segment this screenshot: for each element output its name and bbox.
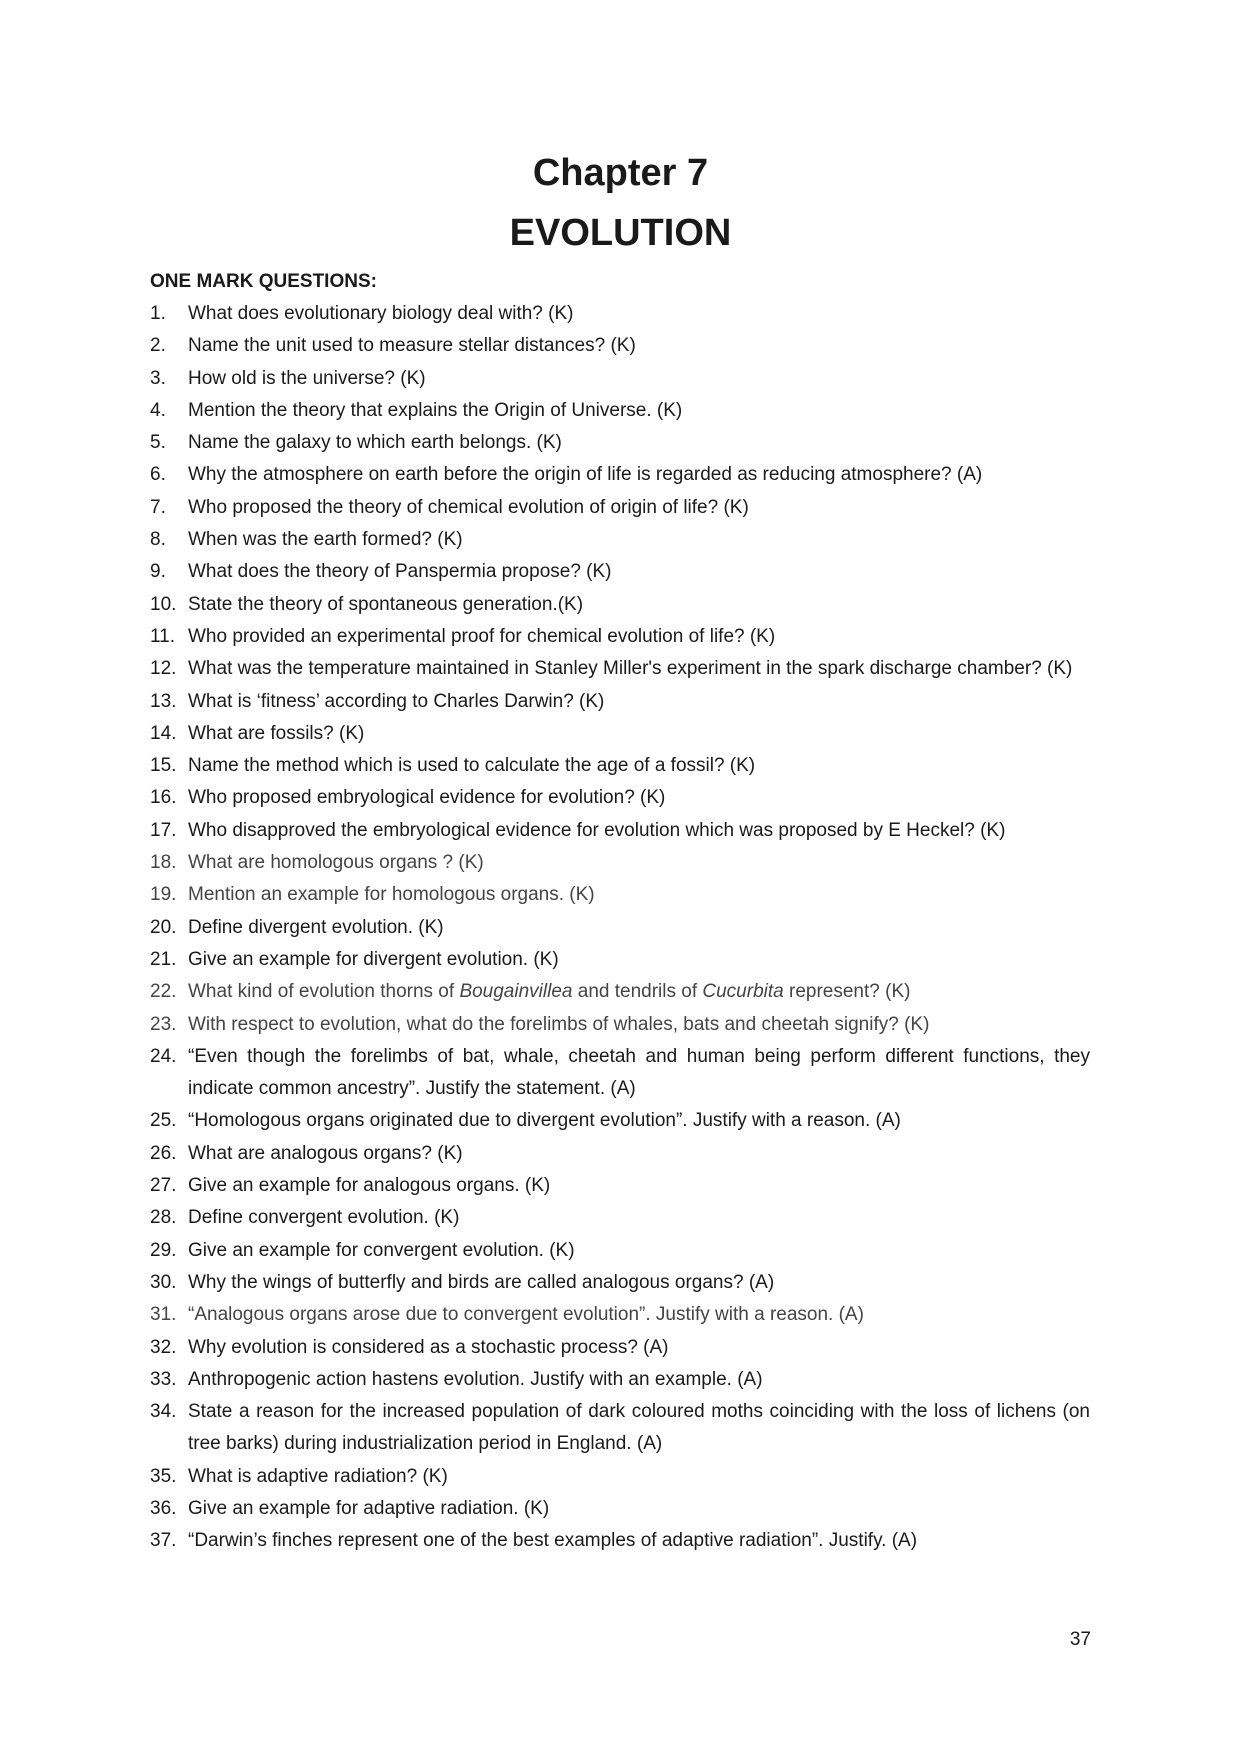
question-text: What is adaptive radiation? (K) (188, 1465, 448, 1487)
question-text: What does the theory of Panspermia propose? (K) (188, 561, 612, 583)
question-item (150, 298, 1090, 330)
question-item (150, 1138, 1090, 1170)
question-number: 4. (150, 399, 166, 421)
question-item (150, 879, 1090, 911)
question-item (150, 1267, 1090, 1299)
question-number: 14. (150, 722, 177, 744)
question-item (150, 847, 1090, 879)
question-text: Name the method which is used to calculate the age of a fossil? (K) (188, 755, 756, 777)
question-text-pre: What kind of evolution thorns of (188, 981, 460, 1003)
question-text: Name the unit used to measure stellar distances? (K) (188, 335, 636, 357)
question-item (150, 1041, 1090, 1106)
question-number: 31. (150, 1304, 177, 1326)
question-text: With respect to evolution, what do the forelimbs of whales, bats and cheetah signify? (K) (188, 1013, 930, 1035)
question-item (150, 653, 1090, 685)
question-text: Why the wings of butterfly and birds are called analogous organs? (A) (188, 1271, 775, 1293)
question-text: State the theory of spontaneous generation.(K) (188, 593, 584, 615)
question-number: 1. (150, 303, 166, 324)
question-number: 20. (150, 916, 177, 938)
question-number: 35. (150, 1465, 177, 1487)
question-item (150, 621, 1090, 653)
question-item (150, 1009, 1090, 1041)
question-number: 37. (150, 1530, 177, 1552)
question-number: 33. (150, 1368, 177, 1390)
question-number: 24. (150, 1045, 177, 1067)
question-item (150, 1396, 1090, 1461)
question-number: 5. (150, 432, 166, 454)
question-text: What is ‘fitness’ according to Charles Darwin? (K) (188, 690, 605, 712)
question-text: Why the atmosphere on earth before the origin of life is regarded as reducing atmosphere? (A) (188, 464, 983, 486)
question-item (150, 750, 1090, 782)
question-text-mid: and tendrils of (572, 981, 703, 1003)
question-number: 12. (150, 658, 177, 680)
chapter-title: Chapter 7 (532, 152, 709, 194)
species-name-bougainvillea: Bougainvillea (459, 981, 573, 1003)
question-number: 2. (150, 335, 166, 357)
question-text: “Analogous organs arose due to convergent evolution”. Justify with a reason. (A) (188, 1304, 864, 1326)
question-item (150, 1299, 1090, 1331)
question-item (150, 1170, 1090, 1202)
chapter-subtitle: EVOLUTION (509, 212, 732, 254)
question-number: 26. (150, 1142, 177, 1164)
question-item (150, 459, 1090, 491)
question-number: 16. (150, 787, 177, 809)
question-number: 32. (150, 1336, 177, 1358)
question-text: Why evolution is considered as a stochastic process? (A) (188, 1336, 669, 1358)
question-number: 22. (150, 981, 177, 1003)
question-list (150, 298, 1090, 1558)
question-text: What are homologous organs ? (K) (188, 852, 484, 874)
question-text-post: represent? (K) (783, 981, 911, 1003)
question-item (150, 718, 1090, 750)
question-text: What was the temperature maintained in Stanley Miller's experiment in the spark discharge chamber? (K) (188, 658, 1073, 680)
question-number: 23. (150, 1013, 177, 1035)
question-text: What does evolutionary biology deal with? (K) (188, 303, 574, 324)
question-item (150, 1202, 1090, 1234)
question-number: 25. (150, 1110, 177, 1132)
question-number: 27. (150, 1175, 177, 1197)
question-text: “Homologous organs originated due to divergent evolution”. Justify with a reason. (A) (188, 1110, 901, 1132)
question-number: 36. (150, 1497, 177, 1519)
question-item (150, 395, 1090, 427)
question-text: Give an example for analogous organs. (K) (188, 1175, 551, 1197)
question-number: 9. (150, 561, 166, 583)
question-number: 34. (150, 1401, 177, 1423)
question-item (150, 815, 1090, 847)
question-item (150, 976, 1090, 1008)
question-item (150, 330, 1090, 362)
question-item (150, 556, 1090, 588)
question-number: 8. (150, 529, 166, 551)
question-item (150, 1493, 1090, 1525)
species-name-cucurbita: Cucurbita (702, 981, 784, 1003)
question-item (150, 782, 1090, 814)
question-text: Define divergent evolution. (K) (188, 916, 444, 938)
question-item (150, 1105, 1090, 1137)
question-text: What are fossils? (K) (188, 722, 365, 744)
question-text: “Darwin’s finches represent one of the best examples of adaptive radiation”. Justify. (A) (188, 1530, 918, 1552)
question-number: 29. (150, 1239, 177, 1261)
question-item (150, 492, 1090, 524)
question-number: 19. (150, 884, 177, 906)
question-number: 15. (150, 755, 177, 777)
question-text: Give an example for convergent evolution. (K) (188, 1239, 575, 1261)
question-number: 10. (150, 593, 177, 615)
question-text: State a reason for the increased population of dark coloured moths coinciding with the loss of lichens (on tree barks) during industrialization period in England. (A) (188, 1401, 1090, 1455)
question-item (150, 1525, 1090, 1557)
question-item (150, 686, 1090, 718)
question-item (150, 524, 1090, 556)
question-text: Who proposed the theory of chemical evolution of origin of life? (K) (188, 496, 749, 518)
section-heading: ONE MARK QUESTIONS: (150, 271, 377, 292)
question-text: How old is the universe? (K) (188, 367, 426, 389)
question-item (150, 1461, 1090, 1493)
question-number: 3. (150, 367, 166, 389)
question-text: When was the earth formed? (K) (188, 529, 463, 551)
question-item (150, 589, 1090, 621)
question-item (150, 427, 1090, 459)
question-number: 13. (150, 690, 177, 712)
question-text: Define convergent evolution. (K) (188, 1207, 460, 1229)
question-number: 7. (150, 496, 166, 518)
question-item (150, 1235, 1090, 1267)
question-text: What are analogous organs? (K) (188, 1142, 463, 1164)
question-number: 30. (150, 1271, 177, 1293)
question-text: Anthropogenic action hastens evolution. Justify with an example. (A) (188, 1368, 763, 1390)
question-text: Name the galaxy to which earth belongs. (K) (188, 432, 562, 454)
question-number: 17. (150, 819, 177, 841)
question-text: Give an example for adaptive radiation. (K) (188, 1497, 550, 1519)
question-text: Mention the theory that explains the Origin of Universe. (K) (188, 399, 683, 421)
question-text: Mention an example for homologous organs. (K) (188, 884, 595, 906)
question-text: Give an example for divergent evolution. (K) (188, 948, 559, 970)
question-item (150, 944, 1090, 976)
page-number: 37 (1069, 1629, 1091, 1650)
question-number: 6. (150, 464, 166, 486)
question-number: 11. (150, 625, 176, 647)
question-text: Who disapproved the embryological evidence for evolution which was proposed by E Heckel? (K) (188, 819, 1006, 841)
question-text: “Even though the forelimbs of bat, whale, cheetah and human being perform different functions, they indicate common ancestry”. Justify the statement. (A) (188, 1045, 1090, 1100)
question-item (150, 1332, 1090, 1364)
question-item (150, 363, 1090, 395)
question-number: 18. (150, 852, 177, 874)
question-item (150, 1364, 1090, 1396)
question-text: Who proposed embryological evidence for evolution? (K) (188, 787, 666, 809)
question-item (150, 912, 1090, 944)
question-text: Who provided an experimental proof for chemical evolution of life? (K) (188, 625, 776, 647)
question-number: 21. (150, 948, 177, 970)
question-number: 28. (150, 1207, 177, 1229)
